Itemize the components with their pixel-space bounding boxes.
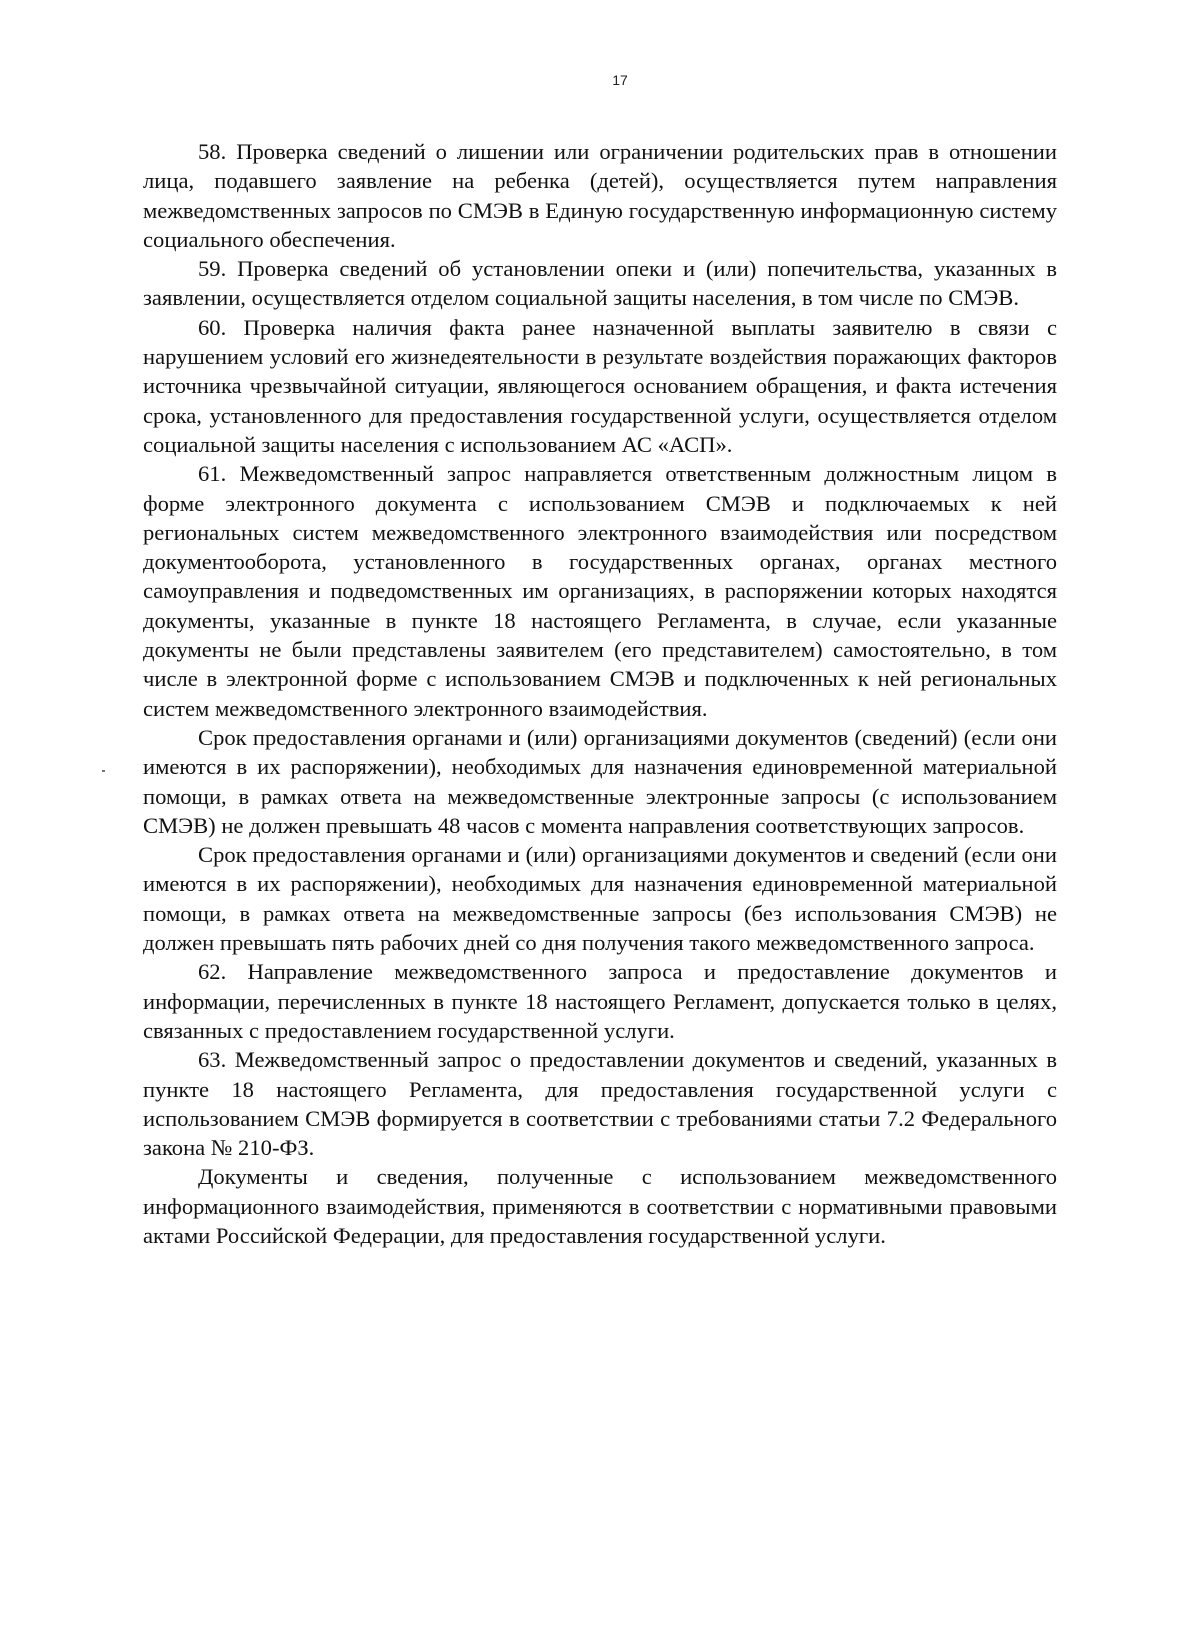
page-number: 17 — [612, 72, 628, 88]
paragraph-59: 59. Проверка сведений об установлении опеки и (или) попечительства, указанных в заявлении, осуществляется отделом социальной защиты населения, в том числе по СМЭВ. — [143, 256, 1057, 311]
paragraph-documents-usage: Документы и сведения, полученные с использованием межведомственного информационного взаимодействия, применяются в соответствии с нормативными правовыми актами Российской Федерации, для предоставления государственной услуги. — [143, 1164, 1057, 1248]
paragraph-58: 58. Проверка сведений о лишении или ограничении родительских прав в отношении лица, подавшего заявление на ребенка (детей), осуществляется путем направления межведомственных запросов по СМЭВ в Единую государственную информационную систему социального обеспечения. — [143, 139, 1057, 252]
paragraph-61: 61. Межведомственный запрос направляется ответственным должностным лицом в форме электронного документа с использованием СМЭВ и подключаемых к ней региональных систем межведомственного электронного взаимодействия или посредством документооборота, установленного в государственных органах, органах местного самоуправления и подведомственных им организациях, в распоряжении которых находятся документы, указанные в пункте 18 настоящего Регламента, в случае, если указанные документы не были представлены заявителем (его представителем) самостоятельно, в том числе в электронной форме с использованием СМЭВ и подключенных к ней региональных систем межведомственного электронного взаимодействия. — [143, 461, 1057, 721]
document-body — [143, 137, 1057, 1250]
paragraph-60: 60. Проверка наличия факта ранее назначенной выплаты заявителю в связи с нарушением условий его жизнедеятельности в результате воздействия поражающих факторов источника чрезвычайной ситуации, являющегося основанием обращения, и факта истечения срока, установленного для предоставления государственной услуги, осуществляется отделом социальной защиты населения с использованием АС «АСП». — [143, 314, 1057, 457]
paragraph-62: 62. Направление межведомственного запроса и предоставление документов и информации, перечисленных в пункте 18 настоящего Регламент, допускается только в целях, связанных с предоставлением государственной услуги. — [143, 959, 1057, 1043]
paragraph-deadline-no-smev: Срок предоставления органами и (или) организациями документов и сведений (если они имеются в их распоряжении), необходимых для назначения единовременной материальной помощи, в рамках ответа на межведомственные запросы (без использования СМЭВ) не должен превышать пять рабочих дней со дня получения такого межведомственного запроса. — [143, 842, 1057, 956]
scan-artifact — [102, 770, 105, 772]
paragraph-63: 63. Межведомственный запрос о предоставлении документов и сведений, указанных в пункте 18 настоящего Регламента, для предоставления государственной услуги с использованием СМЭВ формируется в соответствии с требованиями статьи 7.2 Федерального закона № 210-ФЗ. — [143, 1047, 1057, 1161]
paragraph-deadline-smev: Срок предоставления органами и (или) организациями документов (сведений) (если они имеются в их распоряжении), необходимых для назначения единовременной материальной помощи, в рамках ответа на межведомственные электронные запросы (с использованием СМЭВ) не должен превышать 48 часов с момента направления соответствующих запросов. — [143, 724, 1057, 838]
